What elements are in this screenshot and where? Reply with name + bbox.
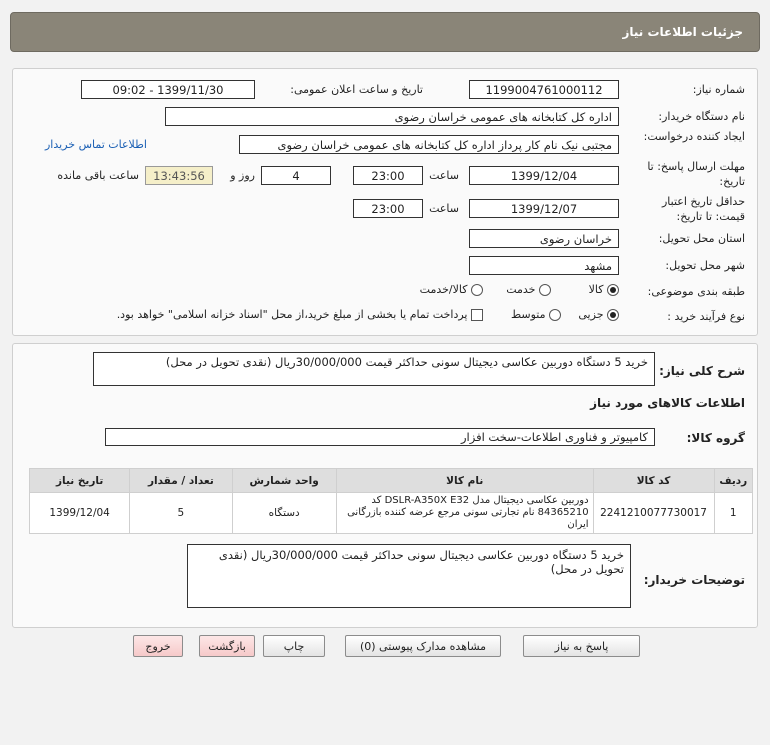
- cell-date: 1399/12/04: [30, 493, 130, 534]
- info-panel: [12, 68, 758, 336]
- page-header: [10, 12, 760, 52]
- city-field: مشهد: [469, 256, 619, 275]
- process-radio-medium[interactable]: [511, 308, 561, 321]
- exit-button[interactable]: خروج: [133, 635, 183, 657]
- buyer-notes-label: توضیحات خریدار:: [643, 573, 745, 587]
- process-radio-minor[interactable]: [578, 308, 619, 321]
- reply-button[interactable]: پاسخ به نیاز: [523, 635, 640, 657]
- goods-table: [29, 468, 753, 534]
- page-title: جزئیات اطلاعات نیاز: [622, 25, 743, 39]
- category-radio-both[interactable]: [420, 283, 483, 296]
- validity-label: حداقل تاریخ اعتبار قیمت: تا تاریخ:: [661, 195, 745, 223]
- print-button[interactable]: چاپ: [263, 635, 325, 657]
- cell-name: دوربین عکاسی دیجیتال مدل DSLR-A350X E32 کد 84365210 نام تجارتی سونی مرجع عرضه کننده بازرگانی ایران: [336, 493, 593, 534]
- category-goods-label: کالا: [588, 283, 604, 296]
- remaining-label: ساعت باقی مانده: [57, 169, 139, 182]
- validity-time-label: ساعت: [429, 202, 459, 215]
- buyer-notes-box: [187, 544, 631, 608]
- description-label: شرح کلی نیاز:: [659, 364, 745, 378]
- cell-index: 1: [714, 493, 752, 534]
- deadline-label: مهلت ارسال پاسخ: تا تاریخ:: [647, 160, 745, 188]
- category-radio-service[interactable]: [506, 283, 551, 296]
- description-text: خرید 5 دستگاه دوربین عکاسی دیجیتال سونی حداکثر قیمت 30/000/000ریال (نقدی تحویل در محل): [165, 355, 648, 369]
- attachments-button[interactable]: مشاهده مدارک پیوستی (0): [345, 635, 501, 657]
- col-unit: واحد شمارش: [232, 469, 336, 493]
- checkbox-icon: [471, 309, 483, 321]
- creator-field: مجتبی نیک نام کار پرداز اداره کل کتابخانه های عمومی خراسان رضوی: [239, 135, 619, 154]
- col-index: ردیف: [714, 469, 752, 493]
- radio-icon: [539, 284, 551, 296]
- province-label: استان محل تحویل:: [658, 232, 745, 245]
- back-button[interactable]: بازگشت: [199, 635, 255, 657]
- process-minor-label: جزیی: [578, 308, 604, 321]
- validity-date-field: 1399/12/07: [469, 199, 619, 218]
- payment-checkbox-row[interactable]: [117, 308, 483, 321]
- process-medium-label: متوسط: [510, 308, 546, 321]
- need-number-label: شماره نیاز:: [692, 83, 745, 96]
- process-label: نوع فرآیند خرید :: [667, 310, 745, 323]
- deadline-time-field: 23:00: [353, 166, 423, 185]
- need-number-field: 1199004761000112: [469, 80, 619, 99]
- description-box: [93, 352, 655, 386]
- days-field: 4: [261, 166, 331, 185]
- radio-icon: [549, 309, 561, 321]
- radio-icon: [607, 309, 619, 321]
- details-panel: [12, 343, 758, 628]
- creator-label: ایجاد کننده درخواست:: [643, 130, 745, 143]
- radio-icon: [471, 284, 483, 296]
- deadline-date-field: 1399/12/04: [469, 166, 619, 185]
- validity-time-field: 23:00: [353, 199, 423, 218]
- category-both-label: کالا/خدمت: [419, 283, 468, 296]
- buyer-label: نام دستگاه خریدار:: [658, 110, 745, 123]
- cell-code: 2241210077730017: [593, 493, 714, 534]
- table-header-row: [30, 469, 753, 493]
- cell-unit: دستگاه: [232, 493, 336, 534]
- contact-buyer-link[interactable]: اطلاعات تماس خریدار: [45, 138, 147, 151]
- col-name: نام کالا: [336, 469, 593, 493]
- category-radio-goods[interactable]: [589, 283, 619, 296]
- city-label: شهر محل تحویل:: [665, 259, 745, 272]
- category-label: طبقه بندی موضوعی:: [647, 285, 745, 298]
- col-date: تاریخ نیاز: [30, 469, 130, 493]
- buyer-notes-text: خرید 5 دستگاه دوربین عکاسی دیجیتال سونی حداکثر قیمت 30/000/000ریال (نقدی تحویل در محل): [218, 548, 624, 576]
- table-row: [30, 493, 753, 534]
- deadline-time-label: ساعت: [429, 169, 459, 182]
- remaining-time-field: 13:43:56: [145, 166, 213, 185]
- goods-group-field: کامپیوتر و فناوری اطلاعات-سخت افزار: [105, 428, 655, 446]
- goods-section-title: اطلاعات کالاهای مورد نیاز: [590, 396, 745, 410]
- radio-icon: [607, 284, 619, 296]
- col-code: کد کالا: [593, 469, 714, 493]
- goods-group-label: گروه کالا:: [686, 431, 745, 445]
- announce-field: 1399/11/30 - 09:02: [81, 80, 255, 99]
- province-field: خراسان رضوی: [469, 229, 619, 248]
- cell-qty: 5: [130, 493, 232, 534]
- payment-note: پرداخت تمام یا بخشی از مبلغ خرید،از محل "اسناد خزانه اسلامی" خواهد بود.: [116, 308, 468, 321]
- days-label: روز و: [230, 169, 255, 182]
- category-service-label: خدمت: [506, 283, 536, 296]
- buyer-field: اداره کل کتابخانه های عمومی خراسان رضوی: [165, 107, 619, 126]
- col-qty: تعداد / مقدار: [130, 469, 232, 493]
- announce-label: تاریخ و ساعت اعلان عمومی:: [290, 83, 423, 96]
